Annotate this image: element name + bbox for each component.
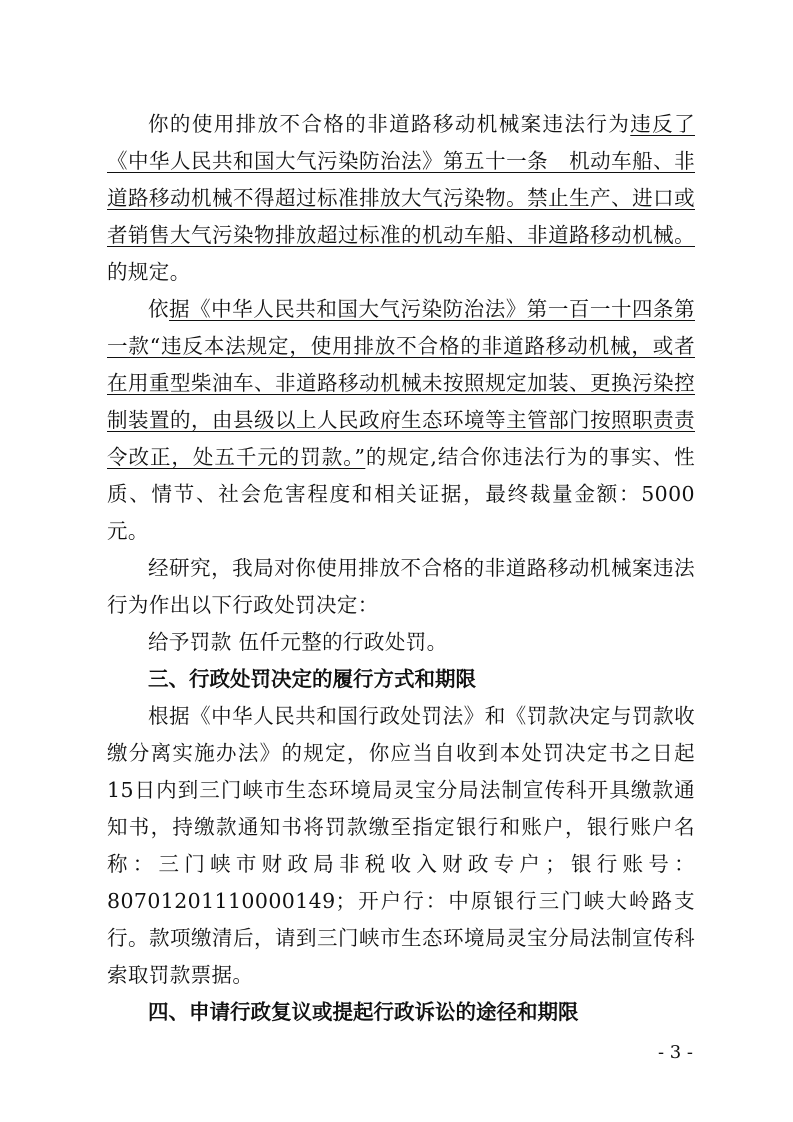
decision-intro-paragraph: 经研究，我局对你使用排放不合格的非道路移动机械案违法行为作出以下行政处罚决定： — [107, 556, 695, 617]
penalty-paragraph: 给予罚款 伍仟元整的行政处罚。 — [148, 630, 448, 654]
violation-paragraph — [107, 106, 695, 291]
violation-prefix: 你的使用排放不合格的非道路移动机械案违法行为 — [148, 112, 631, 136]
page-number: - 3 - — [657, 1042, 693, 1063]
basis-paragraph — [107, 291, 695, 550]
section-heading-4: 四、申请行政复议或提起行政诉讼的途径和期限 — [148, 1000, 579, 1024]
document-body — [107, 106, 695, 1031]
violation-suffix: 的规定。 — [107, 260, 191, 284]
section-heading-3: 三、行政处罚决定的履行方式和期限 — [148, 667, 476, 691]
payment-paragraph: 根据《中华人民共和国行政处罚法》和《罚款决定与罚款收缴分离实施办法》的规定，你应当自收到本处罚决定书之日起15日内到三门峡市生态环境局灵宝分局法制宣传科开具缴款通知书，持缴款通知书将罚款缴至指定银行和账户，银行账户名称：三门峡市财政局非税收入财政专户；银行账号：80701201110000149；开户行：中原银行三门峡大岭路支行。款项缴清后，请到三门峡市生态环境局灵宝分局法制宣传科索取罚款票据。 — [107, 704, 695, 987]
basis-prefix: 依 — [148, 297, 170, 321]
penalty-provision-text: 据《中华人民共和国大气污染防治法》第一百一十四条第一款“违反本法规定，使用排放不合格的非道路移动机械，或者在用重型柴油车、非道路移动机械未按照规定加装、更换污染控制装置的，由县级以上人民政府生态环境等主管部门按照职责责令改正，处五千元的罚款。” — [107, 297, 695, 469]
violated-provision-text: 违反了《中华人民共和国大气污染防治法》第五十一条 机动车船、非道路移动机械不得超过标准排放大气污染物。禁止生产、进口或者销售大气污染物排放超过标准的机动车船、非道路移动机械。 — [107, 112, 695, 247]
basis-suffix: 的规定,结合你违法行为的事实、性质、情节、社会危害程度和相关证据，最终裁量金额：5000元。 — [107, 445, 695, 543]
